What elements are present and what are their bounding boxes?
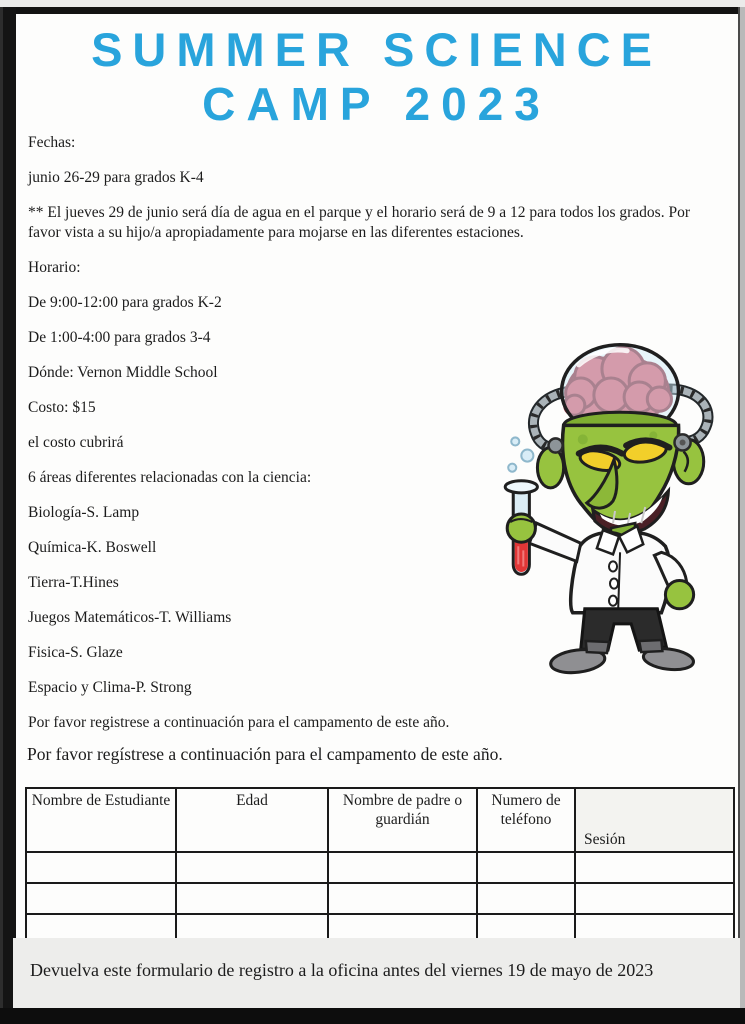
table-cell xyxy=(575,852,734,883)
right-hand-fist xyxy=(665,581,693,609)
page-title xyxy=(13,22,740,132)
table-row xyxy=(26,852,734,883)
paragraph-fechas-value: junio 26-29 para grados K-4 xyxy=(28,169,204,186)
register-prompt: Por favor regístrese a continuación para el campamento de este año. xyxy=(27,744,503,764)
paragraph-juegos-matematicos: Juegos Matemáticos-T. Williams xyxy=(28,609,232,626)
lab-coat xyxy=(529,523,686,613)
registration-table xyxy=(25,787,735,946)
paragraph-fisica: Fisica-S. Glaze xyxy=(28,644,123,661)
paragraph-fechas-label: Fechas: xyxy=(28,134,76,151)
table-cell xyxy=(26,883,176,914)
mad-scientist-illustration xyxy=(482,338,740,682)
paragraph-biologia: Biología-S. Lamp xyxy=(28,504,140,521)
paragraph-costo: Costo: $15 xyxy=(28,399,96,416)
paragraph-horario-label: Horario: xyxy=(28,259,81,276)
table-cell xyxy=(575,883,734,914)
paragraph-water-day-note: ** El jueves 29 de junio será día de agua en el parque y el horario será de 9 a 12 para todos los grados. Por favor vista a su hijo/a apropiadamente para mojarse en las diferentes estaciones. xyxy=(28,204,690,241)
scan-rule-top xyxy=(0,7,745,14)
column-header-sesion: Sesión xyxy=(575,788,734,852)
scan-edge-bottom xyxy=(0,1008,745,1024)
paragraph-areas: 6 áreas diferentes relacionadas con la ciencia: xyxy=(28,469,312,486)
column-header-telefono: Numero de teléfono xyxy=(477,788,575,852)
pants-and-shoes xyxy=(549,609,694,676)
test-tube xyxy=(505,437,537,574)
table-row xyxy=(26,883,734,914)
table-cell xyxy=(328,852,477,883)
paragraph-register-small: Por favor registrese a continuación para el campamento de este año. xyxy=(28,714,450,731)
paragraph-quimica: Química-K. Boswell xyxy=(28,539,157,556)
table-cell xyxy=(328,883,477,914)
column-header-edad: Edad xyxy=(176,788,328,852)
table-cell xyxy=(477,852,575,883)
table-header-row xyxy=(26,788,734,852)
column-header-nombre-guardian: Nombre de padre o guardián xyxy=(328,788,477,852)
paragraph-horario-34: De 1:00-4:00 para grados 3-4 xyxy=(28,329,211,346)
paragraph-donde: Dónde: Vernon Middle School xyxy=(28,364,218,381)
page-title-line1: SUMMER SCIENCE xyxy=(91,23,662,76)
table-cell xyxy=(176,852,328,883)
table-cell xyxy=(176,883,328,914)
scan-edge-left xyxy=(0,7,16,1024)
table-cell xyxy=(477,883,575,914)
footer-note: Devuelva este formulario de registro a la oficina antes del viernes 19 de mayo de 2023 xyxy=(30,960,654,980)
page-title-line2: CAMP 2023 xyxy=(202,78,551,130)
paragraph-horario-k2: De 9:00-12:00 para grados K-2 xyxy=(28,294,222,311)
column-header-nombre-estudiante: Nombre de Estudiante xyxy=(26,788,176,852)
paragraph-tierra: Tierra-T.Hines xyxy=(28,574,119,591)
paragraph-espacio-clima: Espacio y Clima-P. Strong xyxy=(28,679,192,696)
scan-edge-top xyxy=(0,0,745,7)
table-cell xyxy=(26,852,176,883)
paragraph-costo-cubrira: el costo cubrirá xyxy=(28,434,124,451)
